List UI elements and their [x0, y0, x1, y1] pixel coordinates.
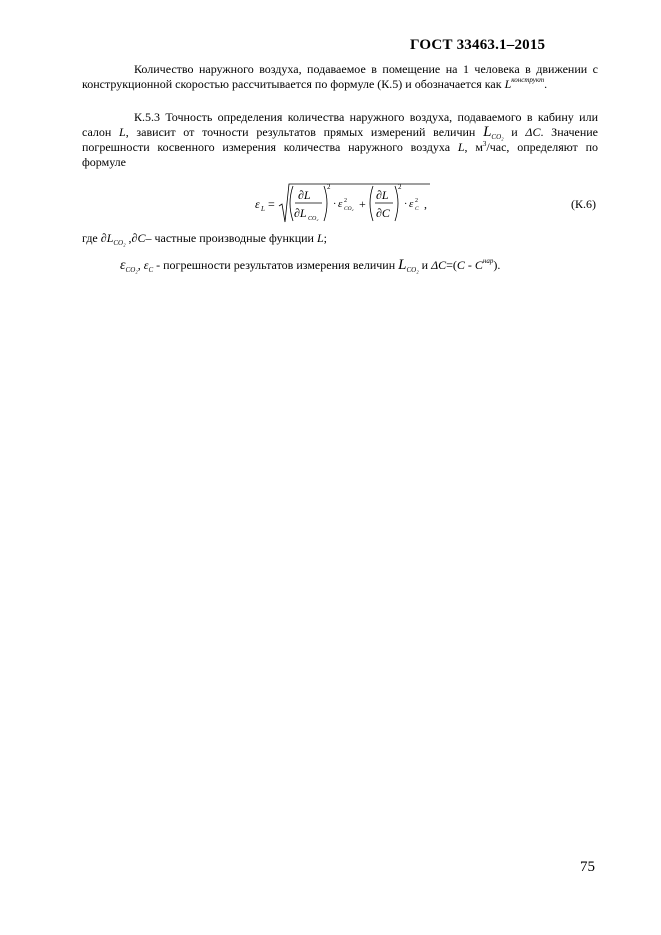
l-co2-symbol: L — [483, 124, 492, 140]
paragraph-text-5: , м — [464, 140, 483, 154]
dot-1: · — [333, 199, 337, 210]
paragraph-text-1: К.5.3 Точность определения количества наружного воздуха, подаваемого в кабину или салон — [82, 110, 598, 139]
eps-c: ε — [409, 198, 414, 210]
where-sep: , — [125, 231, 132, 245]
paragraph-k53 — [82, 110, 598, 170]
symbol-l: L — [504, 77, 512, 91]
eps-minus: - — [464, 258, 475, 272]
where-l: L — [316, 231, 324, 245]
power-2-second: 2 — [398, 183, 402, 191]
var-l-2: L — [457, 140, 465, 154]
paren-open-1 — [290, 186, 293, 221]
eps-c-sup: 2 — [415, 198, 418, 204]
eps-eq: =( — [446, 258, 457, 272]
fraction-dc: ∂C — [376, 206, 390, 220]
epsilon-definition-line — [120, 257, 500, 274]
fraction-dl: ∂L — [298, 188, 311, 202]
delta-c: ΔC — [525, 125, 541, 139]
dot-2: · — [404, 199, 408, 210]
period: . — [544, 77, 548, 91]
eps-delta: ΔC — [431, 258, 447, 272]
eps-text: - погрешности результатов измерения величин — [153, 258, 399, 272]
fraction-dl-2: ∂L — [376, 188, 389, 202]
eps-c-var: C — [456, 258, 465, 272]
l-co2-sub: CO₂ — [491, 133, 504, 141]
eps1: ε — [120, 258, 126, 273]
paren-close-1 — [324, 186, 327, 221]
formula-k6 — [0, 180, 661, 226]
equation-number: (К.6) — [571, 197, 596, 211]
eps2: ε — [143, 258, 149, 272]
page-number: 75 — [580, 859, 595, 875]
where-dl: ∂L — [100, 231, 114, 245]
fraction-dlco: ∂L — [294, 206, 307, 220]
var-l: L — [119, 125, 126, 139]
where-prefix: где — [82, 231, 101, 245]
eps-co2-sub: CO₂ — [344, 206, 354, 212]
formula-eps-l-sub: L — [261, 205, 265, 213]
where-end: ; — [323, 231, 327, 245]
where-dc: ∂C — [131, 231, 146, 245]
eps-lco-sub: CO₂ — [406, 266, 419, 274]
where-dl-sub: CO₂ — [113, 239, 126, 247]
eps1-sub: CO₂ — [125, 266, 138, 274]
formula-svg — [0, 180, 661, 226]
formula-eps-l: ε — [255, 197, 260, 211]
formula-comma: , — [424, 197, 427, 211]
where-suffix: – частные производные функции — [145, 231, 317, 245]
eps-lco: L — [398, 257, 407, 273]
eps-c2-sup: нар — [482, 257, 494, 265]
eps-comma: , — [137, 258, 144, 272]
formula-equals: = — [268, 197, 275, 211]
paragraph-text-6: /час, определяют по формуле — [82, 140, 598, 169]
plus-sign: + — [359, 197, 366, 211]
eps-co2: ε — [338, 198, 343, 210]
where-line — [82, 231, 327, 246]
paren-open-2 — [370, 186, 373, 221]
paragraph-text-3: и — [503, 125, 526, 139]
eps-c2-var: C — [474, 258, 483, 272]
power-2-first: 2 — [327, 183, 331, 191]
eps2-sub: C — [148, 266, 154, 274]
eps-close: ). — [493, 258, 501, 272]
paragraph-outdoor-air — [82, 62, 598, 92]
paren-close-2 — [395, 186, 398, 221]
paragraph-text-4: . Значение погрешности косвенного измерения количества наружного воздуха — [82, 125, 598, 154]
eps-c-sub: C — [415, 206, 419, 212]
paragraph-text: Количество наружного воздуха, подаваемое в помещение на 1 человека в движении с конструкционной скоростью рассчитывается по формуле (К.5) и обозначается как — [82, 62, 598, 91]
cubic-sup: 3 — [482, 140, 487, 148]
fraction-dlco-sub: CO₂ — [308, 216, 319, 222]
standard-header: ГОСТ 33463.1–2015 — [410, 37, 546, 53]
eps-and: и — [418, 258, 432, 272]
eps-co2-sup: 2 — [344, 198, 347, 204]
symbol-sup: конструкт — [511, 76, 545, 84]
paragraph-text-2: , зависит от точности результатов прямых измерений величин — [125, 125, 484, 139]
